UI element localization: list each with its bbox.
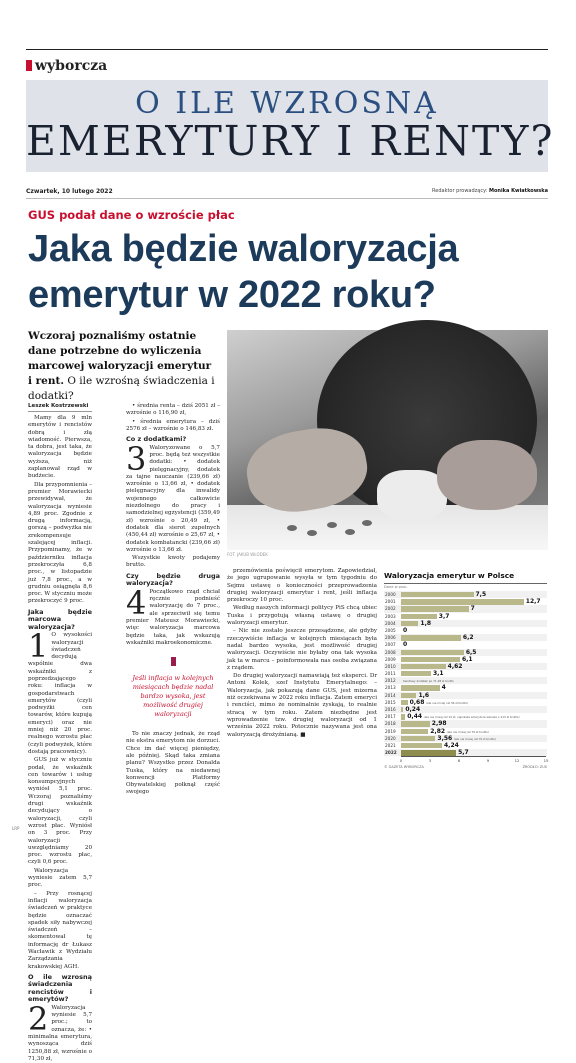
chart-bar-2000 [401, 592, 474, 597]
subheading: O ile wzrosną świadczenia rencistów i emerytów? [28, 972, 92, 1004]
chart-row-2012 [384, 677, 547, 684]
chart-footer [384, 764, 547, 769]
chart-category-label: 2000 [385, 592, 396, 597]
top-rule [26, 49, 548, 50]
chart-category-label: 2012 [385, 678, 396, 684]
article-column-1 [28, 403, 93, 1062]
chart-category-label: 2021 [385, 742, 396, 748]
chart-category-label: 2020 [385, 735, 396, 741]
chart-value-label: 0,24 [405, 706, 421, 713]
chart-value-label: 4,62 [447, 662, 463, 670]
chart-bar-2006 [401, 635, 461, 640]
section-number: 4 [126, 583, 147, 622]
chart-bar-2001 [401, 599, 524, 604]
chart-value-label: 7,5 [475, 591, 487, 598]
chart-row-2019 [384, 728, 547, 735]
chart-note: (ale nie mniej niż 36 zł brutto) [425, 700, 469, 705]
chart-value-label: 0 [403, 641, 408, 649]
chart-row-2015 [384, 699, 547, 706]
section-number: 2 [28, 999, 49, 1038]
chart-unit: Dane w proc. [384, 585, 408, 589]
page-number: LRP [12, 826, 20, 831]
paragraph: Dla przypomnienia – premier Morawiecki przewidywał, że waloryzacja wyniesie 4,89 proc. Zgodnie z drugą informacją, gorszą – podwyżka nie zrekompensuje szalejącej inflacji. Przypominamy, że w październiku inflacja przekroczyła 6,8 proc., w listopadzie już 7,8 proc., a w grudniu osiągnęła 8,6 proc. W styczniu może przekroczyć 9 proc. [28, 481, 93, 605]
chart-row-2022 [384, 749, 547, 756]
chart-value-label: 5,7 [458, 749, 469, 757]
chart-category-label: 2002 [385, 606, 396, 612]
chart-bar-2004 [401, 621, 418, 626]
chart-category-label: 2005 [385, 627, 396, 633]
lead-bold: Wczoraj poznaliśmy ostatnie dane potrzebne do wyliczenia marcowej waloryzacji emerytur i rent. [28, 330, 212, 387]
article-photo [227, 330, 548, 550]
subheading: Jaka będzie marcowa waloryzacja? [28, 607, 92, 631]
paragraph: Mamy dla 9 mln emerytów i rencistów dobrą i złą wiadomość. Pierwsza, ta dobra, jest taka, że waloryzacja będzie wyższa, niż zaplanował rząd w budżecie. [28, 415, 92, 480]
chart-bar-2013 [401, 685, 440, 690]
article-kicker: GUS podał dane o wzroście płac [28, 208, 235, 222]
chart-bar-2002 [401, 606, 469, 611]
chart-value-label: 0 [403, 626, 408, 634]
chart-row-2017 [384, 713, 547, 720]
chart-row-2011 [384, 670, 547, 677]
chart-bar-2016 [401, 707, 403, 712]
chart-value-label: 1,6 [418, 691, 430, 699]
chart-category-label: 2007 [385, 642, 396, 648]
banner-line2: EMERYTURY I RENTY? [26, 117, 555, 165]
chart-row-2021 [384, 742, 547, 749]
chart-category-label: 2011 [385, 671, 396, 677]
chart-category-label: 2015 [385, 699, 396, 705]
paragraph: GUS już w styczniu podał, że wskaźnik cen towarów i usług konsumpcyjnych wyniósł 5,1 proc. Wczoraj poznaliśmy drugi wskaźnik decydujący o waloryzacji, czyli wzrost płac. Wyniósł on 3 proc. Przy waloryzacji uwzględniamy 20 proc. wzrostu płac, czyli 0,6 proc. [28, 757, 92, 866]
paragraph: Do drugiej waloryzacji namawiają też eksperci. Dr Antoni Kolek, szef Instytutu Emerytalnego: – Waloryzacja, jak pokazują dane GUS, jest mizerna niż oczekiwana w 2022 roku inflacja. Zatem emeryci i renciści, mimo że nominalnie zyskają, to realnie stracą w tym roku. Zatem niezbędne jest wprowadzenie tzw. drugiej waloryzacji od 1 września 2022 roku. Potocznie nazywana jest ona waloryzacją drożyźnianą. ■ [227, 673, 377, 738]
chart-tick-label: 12 [514, 758, 520, 764]
chart-value-label: 6,2 [462, 634, 474, 642]
chart-bar-2021 [401, 743, 442, 748]
chart-row-2010 [384, 663, 547, 670]
chart-tick-label: 3 [428, 758, 432, 764]
section-number: 1 [28, 627, 49, 666]
chart-row-2004 [384, 620, 547, 627]
chart-category-label: 2009 [385, 656, 396, 662]
paragraph: Waloryzacja wyniesie zatem 5,7 proc. [28, 867, 92, 889]
paragraph: To nie znaczy jednak, że rząd nie ekstra emerytom nie dorzuci. Chce im dać więcej pieniędzy, ale później. Skąd taka zmiana planu? Wszystko przez Donalda Tuska, który na niedawnej konwencji Platformy Obywatelskiej połknął część swojego [126, 731, 220, 796]
chart-value-label: 1,8 [420, 619, 432, 627]
chart-tick-label: 6 [457, 758, 461, 764]
chart-bar-2018 [401, 721, 430, 726]
chart-bar-2008 [401, 650, 464, 655]
chart-category-label: 2017 [385, 714, 396, 720]
header-rule [26, 198, 548, 199]
chart-bar-2011 [401, 671, 431, 676]
chart-category-label: 2003 [385, 613, 396, 619]
photo-coin [307, 530, 317, 536]
paragraph: Waloryzacja wyniesie 5,7 proc.; to oznacza, że: • minimalna emerytura, wynosząca dziś 1250,88 zł, wzrośnie o 71,30 zł, [28, 1004, 92, 1062]
chart-value-label: 6,5 [465, 648, 477, 656]
article-lead [28, 329, 218, 404]
editor-name: Monika Kwiatkowska [488, 188, 548, 194]
chart-row-2020 [384, 735, 547, 742]
chart-row-2003 [384, 613, 547, 620]
chart-row-2013 [384, 684, 547, 691]
chart-row-2001 [384, 598, 547, 605]
chart-bar-2009 [401, 657, 460, 662]
author-byline: Leszek Kostrzewski [28, 403, 92, 412]
chart-category-label: 2001 [385, 599, 396, 605]
chart-value-label: 3,7 [438, 612, 450, 620]
chart-bar-2014 [401, 693, 416, 698]
paragraph: • średnia emerytura – dziś 2576 zł – wzrośnie o 146,83 zł. [126, 418, 220, 432]
editor-label: Redaktor prowadzący: [432, 188, 488, 194]
lead-rest: O ile wzrośną świadczenia i dodatki? [28, 375, 215, 402]
chart-value-label: 3,56 [437, 734, 453, 742]
chart-rows [384, 591, 547, 756]
chart-value-label: 4,24 [443, 741, 459, 749]
paragraph: – Przy rosnącej inflacji waloryzacja świadczeń w praktyce będzie oznaczać spadek siły nabywczej świadczeń – skomentował tę informację dr Łukasz Wacławik z Wydziału Zarządzania krakowskiej AGH. [28, 890, 92, 970]
pull-quote: Jeśli inflacja w kolejnych miesiącach będzie nadal bardzo wysoka, jest możliwość drugiej waloryzacji [126, 657, 220, 719]
chart-bar-2022 [401, 750, 456, 755]
banner-line1: O ILE WZROSNĄ [135, 86, 439, 121]
chart-bar-2017 [401, 714, 405, 719]
chart-note: (ale nie mniej niż 70 zł brutto) [453, 736, 497, 741]
photo-coin [362, 520, 372, 526]
chart-value-label: 7 [470, 605, 475, 613]
chart-value-label: 2,98 [431, 720, 447, 728]
article-headline: Jaka będzie waloryzacja emerytur w 2022 roku? [28, 228, 459, 316]
paragraph: przemówienia poświęcił emerytom. Zapowiedział, że jego ugrupowanie wysyła w tym tygodniu do Sejmu ustawę o konieczności przeprowadzenia drugiej waloryzacji emerytur i rent, jeśli inflacja przekroczy 10 proc. [227, 568, 377, 604]
pension-indexation-chart [384, 571, 547, 803]
issue-date: Czwartek, 10 lutego 2022 [26, 188, 113, 195]
chart-row-2007 [384, 641, 547, 648]
photo-coin [327, 522, 337, 528]
chart-row-2009 [384, 656, 547, 663]
chart-value-label: 4 [441, 684, 446, 692]
chart-bar-2010 [401, 664, 446, 669]
photo-credit: FOT. JAKUB WŁODEK [227, 552, 268, 557]
chart-bar-2019 [401, 729, 428, 734]
article-column-2 [126, 403, 220, 823]
paragraph: Wszystkie kwoty podajemy brutto. [126, 555, 220, 569]
chart-value-label: 3,1 [432, 670, 444, 678]
chart-bar-2020 [401, 736, 435, 741]
chart-note: Kwotowy dodatek po 71,28 zł brutto [403, 679, 454, 684]
chart-row-2006 [384, 634, 547, 641]
photo-coin [287, 525, 297, 531]
photo-coin [345, 529, 355, 535]
editor-credit [432, 188, 548, 194]
chart-tick-label: 0 [399, 758, 403, 764]
photo-hand-right [437, 440, 537, 510]
chart-row-2016 [384, 706, 547, 713]
chart-value-label: 0,44 [407, 713, 423, 721]
article-column-3 [227, 568, 377, 811]
chart-title: Waloryzacja emerytur w Polsce [384, 571, 547, 584]
chart-category-label: 2018 [385, 721, 396, 727]
subheading: Czy będzie druga waloryzacja? [126, 571, 220, 588]
chart-tick-label: 15 [543, 758, 549, 764]
chart-x-axis [399, 756, 549, 764]
paragraph: Według naszych informacji politycy PiS chcą ubiec Tuska i przygotują własną ustawę o drugiej waloryzacji emerytur. [227, 605, 377, 627]
chart-bar-2015 [401, 700, 408, 705]
chart-category-label: 2014 [385, 692, 396, 698]
chart-category-label: 2010 [385, 663, 396, 669]
chart-category-label: 2016 [385, 707, 396, 712]
chart-category-label: 2022 [385, 750, 397, 756]
chart-row-2002 [384, 605, 547, 612]
chart-category-label: 2004 [385, 620, 396, 626]
subheading: Co z dodatkami? [126, 435, 187, 444]
chart-category-label: 2019 [385, 728, 396, 734]
chart-value-label: 12,7 [525, 598, 541, 606]
chart-category-label: 2013 [385, 685, 396, 691]
paragraph: Początkowo rząd chciał ręcznie podnieść waloryzację do 7 proc., ale sprzeciwił się temu premier Mateusz Morawiecki, więc waloryzacja marcowa będzie taka, jak wskazują wskaźniki makroekonomiczne. [126, 588, 220, 646]
paragraph: – Nic nie zostało jeszcze przesądzone, ale gdyby rzeczywiście inflacja w kolejnych miesiącach była nadal bardzo wysoka, jest możliwość drugiej waloryzacji. Oczywiście nie byłaby ona tak wysoka jak ta w marcu – poinformowała nas osoba związana z rządem. [227, 628, 377, 671]
chart-row-2014 [384, 692, 547, 699]
paragraph: Waloryzowane o 5,7 proc. będą też wszystkie dodatki: • dodatek pielęgnacyjny, dodatek za tajne nauczanie (239,66 zł) wzrośnie o 13,66 zł, • dodatek pielęgnacyjny dla inwalidy wojennego całkowicie niezdolnego do pracy i samodzielnej egzystencji (359,49 zł) wzrośnie o 20,49 zł, • dodatek dla sierot zupełnych (450,44 zł) wzrośnie o 25,67 zł, • dodatek kombatancki (239,66 zł) wzrośnie o 13,66 zł. [126, 444, 220, 553]
chart-category-label: 2008 [385, 649, 396, 655]
chart-source: ŹRÓDŁO: ZUS [522, 765, 547, 770]
chart-row-2005 [384, 627, 547, 634]
chart-note: (ale nie mniej niż 10 zł, najniższa emerytura wzrosła o 113 zł brutto) [423, 715, 520, 720]
section-number: 3 [126, 439, 147, 478]
section-banner [26, 80, 555, 172]
chart-tick-label: 9 [486, 758, 490, 764]
brand-logo[interactable]: wyborcza [26, 58, 107, 74]
chart-row-2018 [384, 720, 547, 727]
chart-category-label: 2006 [385, 635, 396, 641]
chart-row-2000 [384, 591, 547, 598]
paragraph: O wysokości waloryzacji świadczeń decydują wspólnie dwa wskaźniki z poprzedzającego roku: inflacja w gospodarstwach emerytów (czyli podwyżki cen towarów, które kupują emeryci) oraz nie mniej niż 20 proc. realnego wzrostu płac (czyli podwyżek, które dostają pracownicy). [28, 632, 92, 755]
chart-note: (ale nie mniej niż 70 zł brutto) [446, 729, 489, 734]
chart-value-label: 6,1 [461, 655, 473, 663]
paragraph: • średnia renta – dziś 2051 zł – wzrośnie o 116,90 zł, [126, 403, 220, 417]
chart-row-2008 [384, 649, 547, 656]
chart-value-label: 0,68 [409, 698, 425, 706]
chart-bar-2003 [401, 614, 437, 619]
chart-value-label: 2,82 [430, 727, 446, 735]
chart-copyright: © GAZETA WYBORCZA [384, 765, 424, 770]
